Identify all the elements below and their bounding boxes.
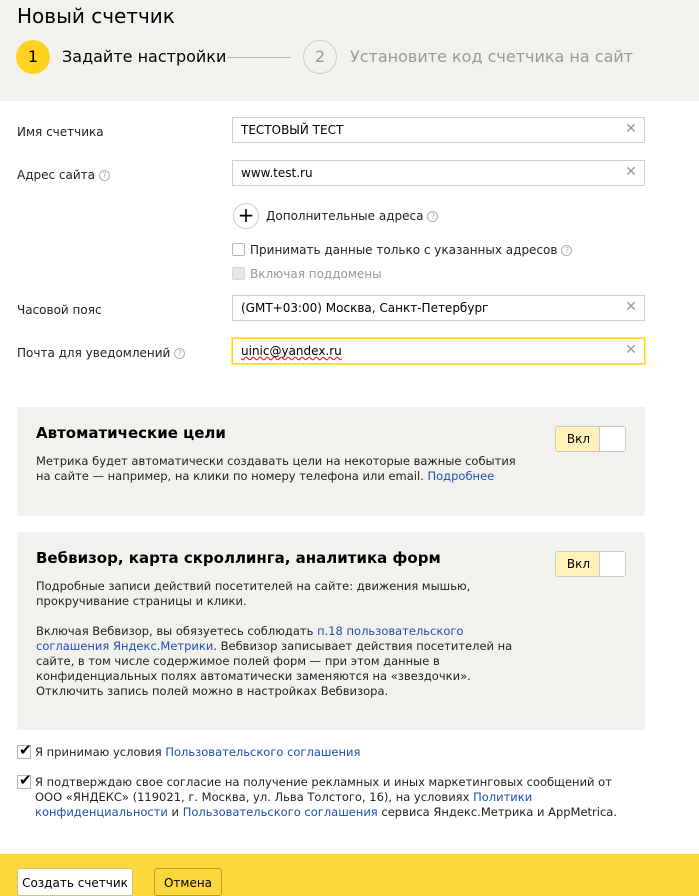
- question-circle-icon[interactable]: ?: [561, 245, 572, 256]
- counter-name-input[interactable]: [232, 117, 645, 143]
- marketing-consent-text: Я подтверждаю свое согласие на получение рекламных и иных маркетинговых сообщений от ООО «ЯНДЕКС» (119021, г. Москва, ул. Льва Толстого, 16), на условиях Политики конфиденциальности и Пользовательского соглашения сервиса Яндекс.Метрика и AppMetrica.: [35, 775, 617, 819]
- notify-email-label: Почта для уведомлений ?: [17, 346, 185, 360]
- include-subdomains-checkbox[interactable]: [232, 267, 245, 280]
- include-subdomains-label: Включая поддомены: [250, 267, 382, 281]
- timezone-input[interactable]: [232, 295, 645, 321]
- step-2-label: Установите код счетчика на сайт: [350, 47, 634, 66]
- privacy-policy-link[interactable]: Политики конфиденциальности: [35, 790, 533, 819]
- timezone-label: Часовой пояс: [17, 303, 102, 317]
- additional-addresses-label[interactable]: Дополнительные адреса ?: [266, 209, 438, 223]
- only-listed-addresses-label[interactable]: Принимать данные только с указанных адресов ?: [250, 243, 572, 257]
- step-1-label: Задайте настройки: [62, 47, 227, 66]
- auto-goals-toggle[interactable]: [555, 426, 626, 452]
- question-circle-icon[interactable]: ?: [174, 348, 185, 359]
- webvisor-terms: Включая Вебвизор, вы обязуетесь соблюдать п.18 пользовательского соглашения Яндекс.Метрики. Вебвизор записывает действия посетителей на сайте, в том числе содержимое полей форм — при этом данные в конфиденциальных полях автоматически заменяются на «звездочки». Отключить запись полей можно в настройках Вебвизора.: [36, 624, 513, 698]
- page-header: [0, 0, 699, 101]
- close-icon[interactable]: ✕: [625, 164, 637, 180]
- webvisor-description: Подробные записи действий посетителей на сайте: движения мышью, прокручивание страницы и клики.: [36, 579, 471, 608]
- auto-goals-panel: [17, 407, 645, 516]
- cancel-button[interactable]: Отмена: [154, 868, 222, 896]
- step-2-badge: 2: [303, 40, 337, 74]
- checkmark-icon: ✔: [19, 741, 32, 759]
- checkmark-icon: ✔: [19, 771, 32, 789]
- site-address-label: Адрес сайта ?: [17, 168, 110, 182]
- site-address-value: www.test.ru: [241, 166, 313, 180]
- auto-goals-text: Метрика будет автоматически создавать цели на некоторые важные события на сайте — например, на клики по номеру телефона или email. Подробнее: [36, 454, 516, 483]
- close-icon[interactable]: ✕: [625, 342, 637, 358]
- accept-terms-checkbox[interactable]: [17, 741, 32, 759]
- user-agreement-link[interactable]: Пользовательского соглашения: [165, 745, 361, 759]
- webvisor-panel: [17, 532, 645, 730]
- close-icon[interactable]: ✕: [625, 299, 637, 315]
- footer-bar: [0, 854, 699, 896]
- notify-email-value: uinic@yandex.ru: [241, 344, 342, 358]
- accept-terms-text: Я принимаю условия Пользовательского соглашения: [35, 745, 361, 759]
- auto-goals-more-link[interactable]: Подробнее: [427, 469, 495, 483]
- only-listed-addresses-checkbox[interactable]: [232, 243, 245, 256]
- create-counter-button[interactable]: Создать счетчик: [17, 868, 133, 896]
- site-address-input[interactable]: [232, 160, 645, 186]
- close-icon[interactable]: ✕: [625, 121, 637, 137]
- counter-name-value: ТЕСТОВЫЙ ТЕСТ: [241, 123, 344, 137]
- webvisor-title: Вебвизор, карта скроллинга, аналитика форм: [36, 549, 441, 567]
- notify-email-input[interactable]: [232, 338, 645, 364]
- toggle-on-label: Вкл: [556, 427, 601, 451]
- question-circle-icon[interactable]: ?: [427, 211, 438, 222]
- plus-icon[interactable]: +: [233, 203, 259, 229]
- toggle-knob: [599, 552, 625, 576]
- question-circle-icon[interactable]: ?: [99, 170, 110, 181]
- step-divider: [227, 57, 291, 58]
- marketing-consent-checkbox[interactable]: [17, 771, 32, 789]
- step-1-badge: 1: [16, 40, 50, 74]
- counter-name-label: Имя счетчика: [17, 125, 104, 139]
- timezone-value: (GMT+03:00) Москва, Санкт-Петербург: [241, 301, 489, 315]
- user-agreement-link-2[interactable]: Пользовательского соглашения: [182, 805, 378, 819]
- webvisor-terms-link[interactable]: п.18 пользовательского соглашения Яндекс.Метрики: [36, 624, 464, 653]
- toggle-on-label: Вкл: [556, 552, 601, 576]
- auto-goals-title: Автоматические цели: [36, 424, 226, 442]
- webvisor-toggle[interactable]: [555, 551, 626, 577]
- page-title: Новый счетчик: [17, 4, 175, 28]
- toggle-knob: [599, 427, 625, 451]
